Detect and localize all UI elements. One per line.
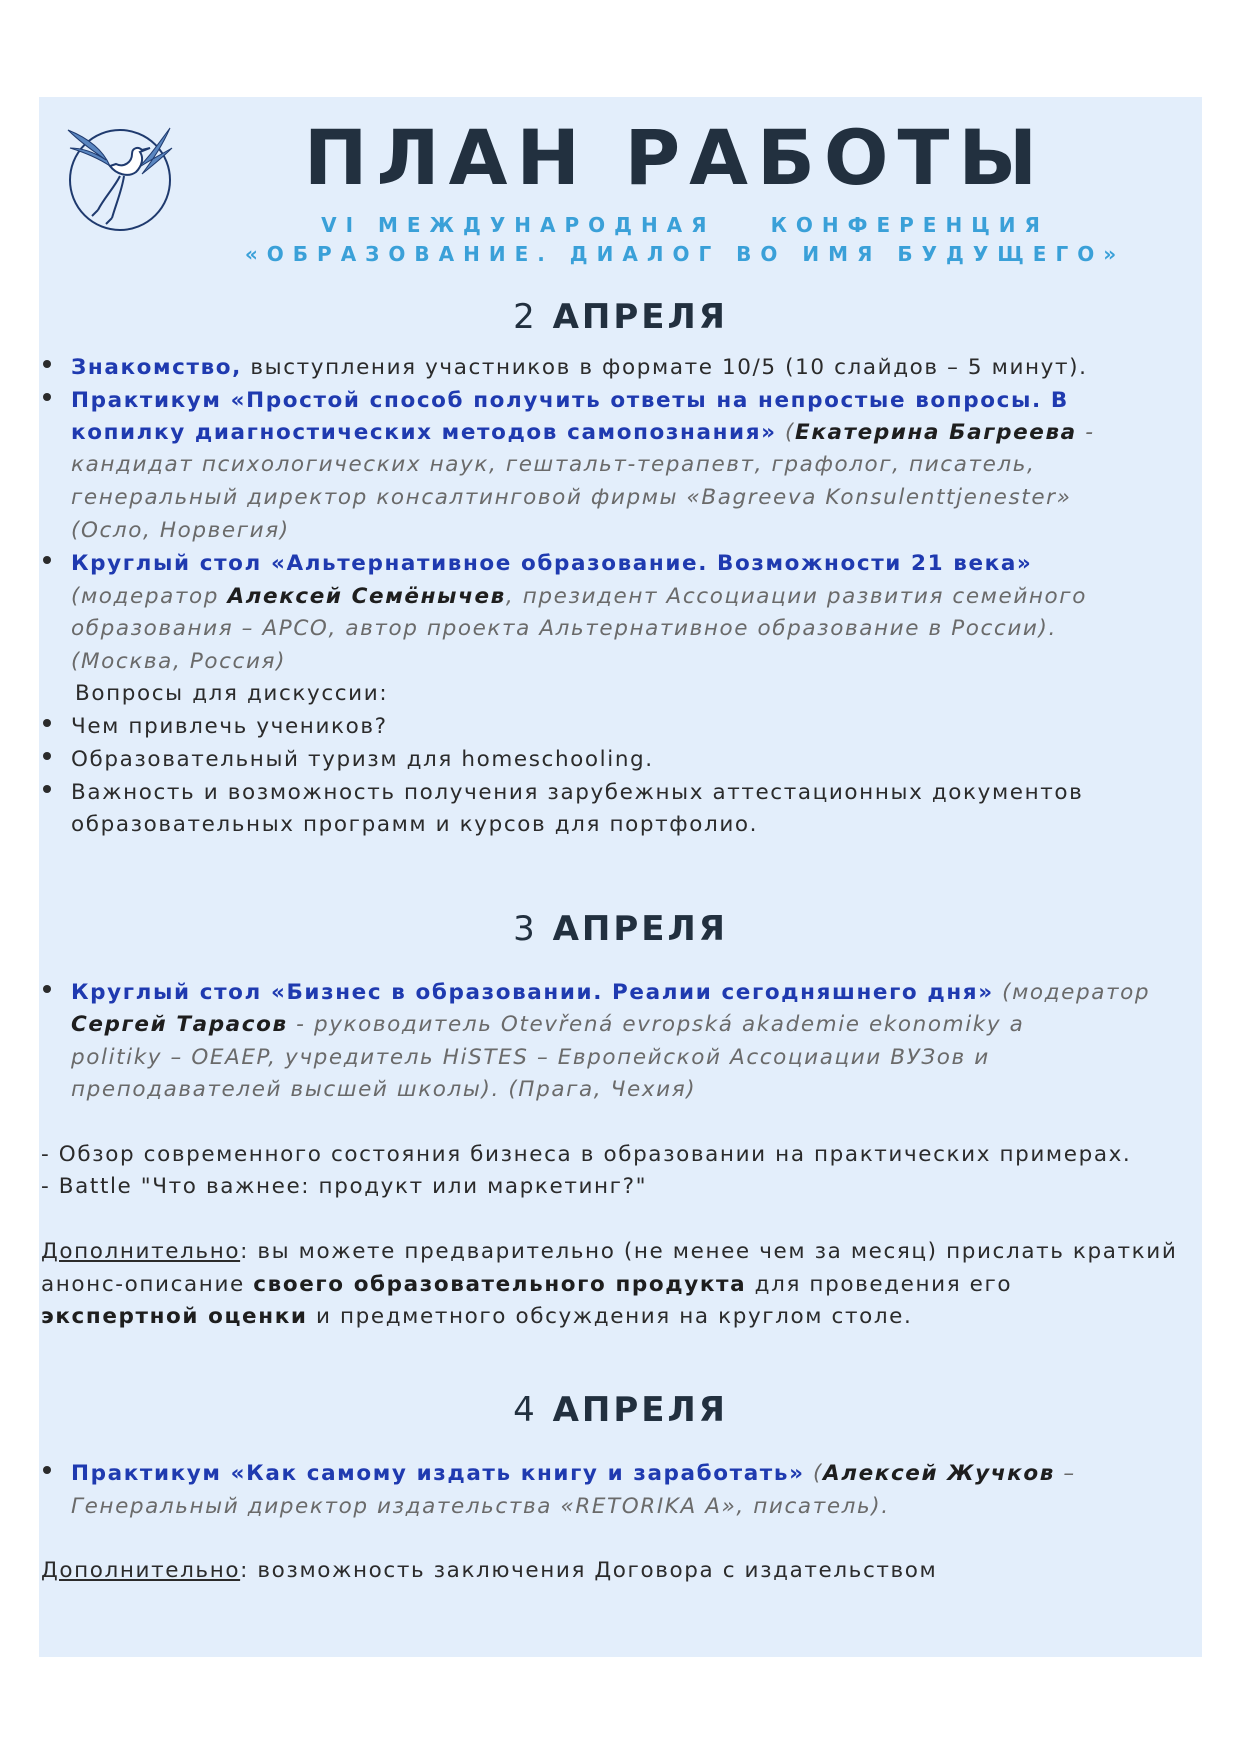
list-item: Круглый стол «Бизнес в образовании. Реалии сегодняшнего дня» (модератор [71,980,1151,1005]
list-item: Чем привлечь учеников? [71,714,388,739]
questions-label: Вопросы для дискуссии: [75,681,389,706]
day-month: АПРЕЛЯ [552,297,728,337]
subtitle-part-b: КОНФЕРЕНЦИЯ [770,213,1049,237]
list-item-line: politiky – OEAEP, учредитель HiSTES – Европейской Ассоциации ВУЗов и [71,1045,990,1070]
additional-note-line: анонс-описание своего образовательного продукта для проведения его [41,1272,1013,1297]
day-number: 3 [513,909,538,949]
bullet [43,1466,51,1474]
page-title: ПЛАН РАБОТЫ [303,113,1047,202]
bullet [43,360,51,368]
day-number: 2 [513,297,538,337]
additional-note: Дополнительно: вы можете предварительно (не менее чем за месяц) прислать краткий [41,1239,1178,1264]
conference-name: «ОБРАЗОВАНИЕ. ДИАЛОГ ВО ИМЯ БУДУЩЕГО» [244,242,1126,266]
list-item: Практикум «Как самому издать книгу и заработать» (Алексей Жучков – [71,1461,1076,1486]
day-heading-1 [39,297,1202,337]
day-month: АПРЕЛЯ [552,909,728,949]
list-item: Важность и возможность получения зарубежных аттестационных документов [71,780,1084,805]
bullet [43,556,51,564]
bullet [43,393,51,401]
list-item-line: Генеральный директор издательства «RETORIKA A», писатель). [71,1494,890,1519]
day-number: 4 [513,1390,538,1430]
list-item-line: (Осло, Норвегия) [71,518,290,543]
list-item-line: (Москва, Россия) [71,649,287,674]
bullet [43,752,51,760]
list-item-line: преподавателей высшей школы). (Прага, Чехия) [71,1077,697,1102]
additional-note: Дополнительно: возможность заключения Договора с издательством [41,1558,938,1583]
list-item-line: генеральный директор консалтинговой фирмы «Bagreeva Konsulenttjenester» [71,485,1072,510]
list-item-line: образования – АРСО, автор проекта Альтернативное образование в России). [71,616,1057,641]
day-heading-3 [39,1390,1202,1430]
additional-note-line: экспертной оценки и предметного обсуждения на круглом столе. [41,1304,913,1329]
discussion-point: - Battle "Что важнее: продукт или маркетинг?" [41,1174,648,1199]
bullet [43,985,51,993]
list-item-line: кандидат психологических наук, гештальт-терапевт, графолог, писатель, [71,452,1036,477]
subtitle-part-a: VI МЕЖДУНАРОДНАЯ [321,213,716,237]
list-item-line: Сергей Тарасов - руководитель Otevřená evropská akademie ekonomiky a [71,1012,1025,1037]
list-item: Практикум «Простой способ получить ответы на непростые вопросы. В [71,388,1069,413]
list-item: Образовательный туризм для homeschooling. [71,747,654,772]
day-heading-2 [39,909,1202,949]
list-item-line: копилку диагностических методов самопознания» (Екатерина Багреева - [71,420,1095,445]
day-month: АПРЕЛЯ [552,1390,728,1430]
discussion-point: - Обзор современного состояния бизнеса в образовании на практических примерах. [41,1142,1132,1167]
bullet [43,785,51,793]
list-item: Круглый стол «Альтернативное образование. Возможности 21 века» [71,551,1033,576]
list-item-line: образовательных программ и курсов для портфолио. [71,812,759,837]
heron-icon [58,118,184,242]
list-item: Знакомство, выступления участников в формате 10/5 (10 слайдов – 5 минут). [71,355,1088,380]
list-item-line: (модератор Алексей Семёнычев, президент Ассоциации развития семейного [71,584,1087,609]
conference-subtitle [190,215,1180,235]
bullet [43,719,51,727]
